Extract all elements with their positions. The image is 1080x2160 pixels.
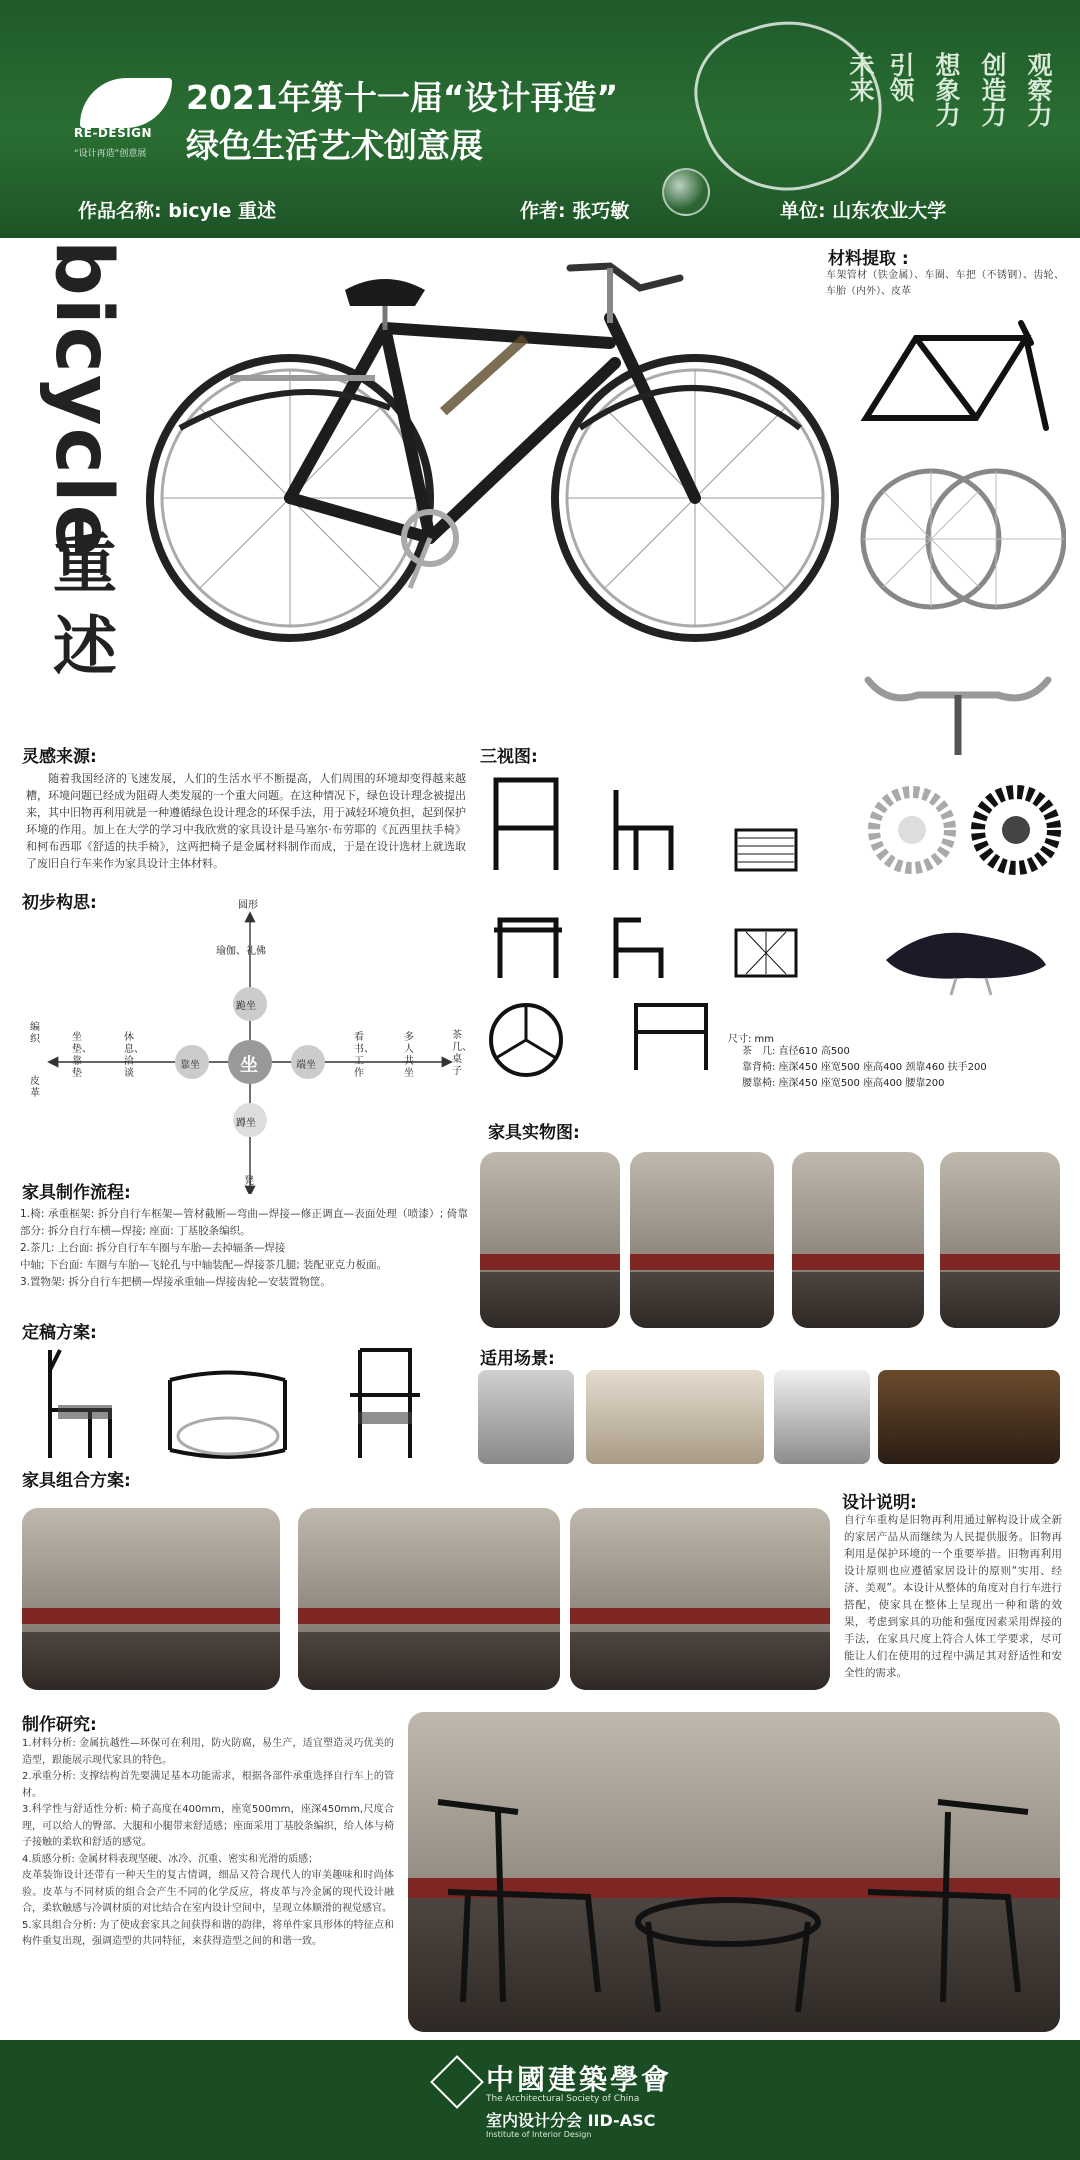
concept-left-far1: 坐垫、靠垫 — [72, 1032, 92, 1079]
research-hero-photo — [408, 1712, 1060, 2032]
slogan-3: 想象力 — [932, 52, 961, 127]
dims-list — [742, 1044, 1072, 1092]
concept-right: 端坐 — [296, 1060, 316, 1071]
vertical-title-en: bicycle — [38, 240, 128, 560]
sub-org-name: 室内设计分会 IID-ASC — [486, 2111, 656, 2130]
photo-tea-table — [630, 1152, 774, 1328]
final-title: 定稿方案: — [22, 1323, 97, 1343]
combo-photo-1 — [22, 1508, 280, 1690]
research-line-4: 4.质感分析: 金属材料表现坚硬、冰冷、沉重、密实和光滑的质感； — [22, 1853, 319, 1865]
photo-chair-2 — [792, 1152, 924, 1328]
unit: 单位: 山东农业大学 — [780, 200, 947, 222]
process-title: 家具制作流程: — [22, 1183, 131, 1203]
work-name: 作品名称: bicyle 重述 — [78, 200, 276, 222]
research-line-5: 皮革装饰设计还带有一种天生的复古情调，细品又符合现代人的审美趣味和时尚体验。皮革与不同材质的组合会产生不同的化学反应，将皮革与冷金属的现代设计融合，柔软触感与冷调材质的对比结合在室内设计空间中，呈现立体顺滑的视觉感官。 — [22, 1870, 394, 1914]
process-line-4: 3.置物架: 拆分自行车把横—焊接承重轴—焊接齿轮—安装置物筐。 — [20, 1276, 331, 1288]
concept-left: 靠坐 — [180, 1060, 200, 1071]
dims-waist-chair: 腰靠椅: 座深450 座宽500 座高400 腰靠200 — [742, 1078, 945, 1089]
materials-text: 车架管材（铁金属）、车圈、车把（不锈钢）、齿轮、车胎（内外）、皮革 — [826, 270, 1064, 297]
final-scheme-renders — [30, 1340, 450, 1464]
slogan-4: 创造力 — [978, 52, 1007, 127]
vertical-title-cn: 重述 — [42, 530, 117, 694]
scene-photo-1 — [478, 1370, 574, 1464]
hero-furniture-silhouettes — [408, 1712, 1060, 2032]
slogan-1: 未来 — [846, 52, 875, 102]
photo-chair-1 — [480, 1152, 620, 1328]
wheel-rims-illustration — [856, 464, 1066, 614]
scenes-title: 适用场景: — [480, 1349, 555, 1369]
dims-back-chair: 靠背椅: 座深450 座宽500 座高400 颈靠460 扶手200 — [742, 1062, 987, 1073]
dims-label: 尺寸: mm — [728, 1034, 775, 1045]
bicycle-illustration — [140, 248, 840, 668]
gears-illustration — [866, 780, 1066, 880]
brand-name: RE-DESIGN — [74, 126, 153, 140]
scene-photo-3 — [774, 1370, 870, 1464]
scene-photo-4 — [878, 1370, 1060, 1464]
sub-org-en: Institute of Interior Design — [486, 2130, 592, 2139]
org-name-en: The Architectural Society of China — [486, 2094, 640, 2104]
research-text — [22, 1736, 394, 1951]
brand-subtitle: “设计再造”创意展 — [74, 149, 147, 159]
poster-header — [0, 0, 1080, 238]
research-line-2: 2.承重分析: 支撑结构首先要满足基本功能需求，根据各部件承重选择自行车上的管材。 — [22, 1771, 394, 1799]
materials-title: 材料提取 : — [828, 249, 909, 269]
title-line-1: 2021年第十一届“设计再造” — [186, 78, 619, 117]
concept-right-mid: 看书、工作 — [354, 1032, 374, 1079]
concept-left-mid: 休息、洽谈 — [124, 1032, 144, 1079]
three-view-drawings — [486, 770, 826, 1080]
handlebar-illustration — [858, 650, 1058, 760]
concept-right-far2: 茶几、桌子 — [452, 1030, 472, 1077]
combo-title: 家具组合方案: — [22, 1471, 131, 1491]
frame-material-illustration — [856, 318, 1066, 438]
bubble-graphic — [662, 168, 710, 216]
research-line-6: 5.家具组合分析: 为了使成套家具之间获得和谐的韵律，将单件家具形体的特征点和构件重复出现，强调造型的共同特征，来获得造型之间的和谐一致。 — [22, 1919, 394, 1947]
concept-bottom-far: 凳 — [244, 1176, 254, 1187]
concept-left-far2: 编织 — [30, 1022, 40, 1045]
author: 作者: 张巧敏 — [520, 200, 630, 222]
combo-photo-2 — [298, 1508, 560, 1690]
concept-top-far: 圆形 — [238, 900, 258, 911]
research-line-3: 3.科学性与舒适性分析: 椅子高度在400mm，座宽500mm，座深450mm,尺度合理，可以给人的臀部、大腿和小腿带来舒适感；座面采用丁基胶条编织，给人体与椅子接触的柔软和舒适的感觉。 — [22, 1804, 394, 1848]
process-line-1: 1.椅: 承重框架: 拆分自行车框架—管材截断—弯曲—焊接—修正调直—表面处理（喷漆）; 倚靠部分: 拆分自行车横—焊接; 座面: 丁基胶条编织。 — [20, 1208, 468, 1237]
process-text — [20, 1206, 468, 1291]
saddle-illustration — [876, 920, 1056, 1000]
concept-top-mid: 瑜伽、礼佛 — [216, 946, 266, 957]
design-note-title: 设计说明: — [842, 1493, 917, 1513]
concept-center: 坐 — [240, 1055, 258, 1076]
title-line-2: 绿色生活艺术创意展 — [186, 126, 483, 165]
research-title: 制作研究: — [22, 1715, 97, 1735]
exhibition-title — [186, 74, 746, 170]
inspiration-text: 随着我国经济的飞速发展，人们的生活水平不断提高，人们周围的环境却变得越来越糟，环境问题已经成为阻碍人类发展的一个重大问题。在这种情况下，绿色设计理念被提出来，其中旧物再利用就是一种遵循绿色设计理念的环保手法，用于减轻环境负担，起到保护环境的作用。加上在大学的学习中我欣赏的家具设计是马塞尔·布劳耶的《瓦西里扶手椅》和柯布西耶《舒适的扶手椅》，这两把椅子是金属材料制作而成，于是在设计选材上就选取了废旧自行车来作为家具设计主体材料。 — [26, 772, 466, 870]
slogan-2: 引领 — [886, 52, 915, 102]
concept-bottom: 蹲坐 — [236, 1118, 256, 1129]
process-line-3: 中轴; 下台面: 车圈与车胎—飞轮孔与中轴装配—焊接茶几腿; 装配亚克力板面。 — [20, 1259, 388, 1271]
concept-title: 初步构思: — [22, 893, 97, 913]
research-line-1: 1.材料分析: 金属抗越性—环保可在利用，防火防腐，易生产，适宜塑造灵巧优美的造型，跟能展示现代家具的特色。 — [22, 1738, 394, 1766]
concept-top: 跪坐 — [236, 1001, 256, 1012]
leaf-logo-icon — [80, 78, 172, 128]
scene-photo-2 — [586, 1370, 764, 1464]
process-line-2: 2.茶几: 上台面: 拆分自行车车圈与车胎—去掉辐条—焊接 — [20, 1242, 286, 1254]
concept-right-far1: 多人共坐 — [404, 1032, 414, 1079]
slogan-5: 观察力 — [1024, 52, 1053, 127]
design-note-text: 自行车重构是旧物再利用通过解构设计成全新的家居产品从而继续为人民提供服务。旧物再利用是保护环境的一个重要举措。旧物再利用设计原则也应遵循家居设计的原则“实用、经济、美观”。本设计从整体的角度对自行车进行搭配，使家具在整体上呈现出一种和谐的效果，考虑到家具的功能和强度因素采用焊接的手法，在家具尺度上符合人体工学要求，尽可能让人们在使用的过程中满足其对舒适性和安全性的需求。 — [844, 1514, 1062, 1679]
dims-tea-table: 茶 几: 直径610 高500 — [742, 1046, 850, 1057]
real-photos-title: 家具实物图: — [488, 1123, 580, 1143]
combo-photo-3 — [570, 1508, 830, 1690]
inspiration-title: 灵感来源: — [22, 747, 97, 767]
org-name-cn: 中國建築學會 — [486, 2063, 673, 2096]
three-view-title: 三视图: — [480, 747, 538, 767]
concept-left-far3: 皮革 — [30, 1076, 40, 1099]
photo-shelf — [940, 1152, 1060, 1328]
